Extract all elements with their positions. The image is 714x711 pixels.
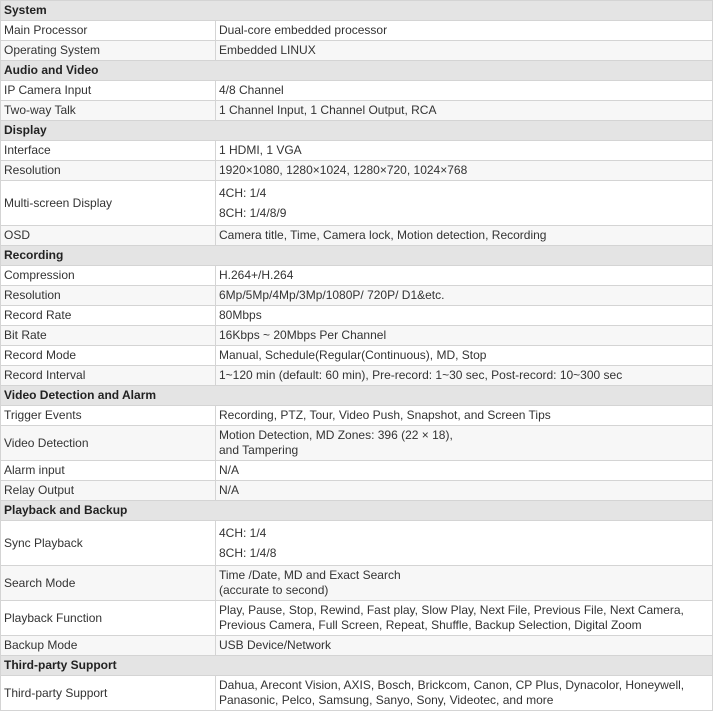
spec-value — [216, 161, 713, 181]
spec-value — [216, 181, 713, 226]
spec-value-line: N/A — [219, 463, 240, 477]
spec-value-line: Embedded LINUX — [219, 43, 316, 57]
spec-value — [216, 366, 713, 386]
spec-value-line: Dual-core embedded processor — [219, 23, 388, 37]
spec-row-trigger-events — [1, 406, 713, 426]
spec-row-record-interval — [1, 366, 713, 386]
section-header-recording — [1, 246, 713, 266]
section-title: Video Detection and Alarm — [1, 386, 713, 406]
spec-row-bit-rate — [1, 326, 713, 346]
spec-label: Sync Playback — [1, 521, 216, 566]
section-header-system — [1, 1, 713, 21]
spec-value-line: Motion Detection, MD Zones: 396 (22 × 18), — [219, 428, 453, 442]
spec-label: Resolution — [1, 161, 216, 181]
spec-row-two-way-talk — [1, 101, 713, 121]
spec-row-osd — [1, 226, 713, 246]
spec-row-record-mode — [1, 346, 713, 366]
spec-row-backup-mode — [1, 636, 713, 656]
spec-value-line: Panasonic, Pelco, Samsung, Sanyo, Sony, Videotec, and more — [219, 693, 554, 707]
spec-value-line: 4CH: 1/4 — [219, 186, 267, 200]
spec-value — [216, 141, 713, 161]
spec-value-line: 8CH: 1/4/8/9 — [219, 206, 287, 220]
spec-label: Backup Mode — [1, 636, 216, 656]
section-title: Playback and Backup — [1, 501, 713, 521]
spec-value-line: 1920×1080, 1280×1024, 1280×720, 1024×768 — [219, 163, 468, 177]
section-title: Recording — [1, 246, 713, 266]
spec-value — [216, 406, 713, 426]
spec-value-line: 16Kbps ~ 20Mbps Per Channel — [219, 328, 387, 342]
spec-value — [216, 41, 713, 61]
spec-label: Relay Output — [1, 481, 216, 501]
spec-row-multi-screen-display — [1, 181, 713, 226]
spec-label: Third-party Support — [1, 676, 216, 711]
spec-label: OSD — [1, 226, 216, 246]
section-header-display — [1, 121, 713, 141]
spec-value — [216, 81, 713, 101]
spec-value — [216, 636, 713, 656]
spec-row-ip-camera-input — [1, 81, 713, 101]
spec-value — [216, 521, 713, 566]
spec-value — [216, 326, 713, 346]
spec-value-line: 6Mp/5Mp/4Mp/3Mp/1080P/ 720P/ D1&etc. — [219, 288, 445, 302]
spec-label: IP Camera Input — [1, 81, 216, 101]
spec-value — [216, 676, 713, 711]
section-header-audio-and-video — [1, 61, 713, 81]
spec-row-video-detection — [1, 426, 713, 461]
spec-label: Interface — [1, 141, 216, 161]
spec-value-line: 1 Channel Input, 1 Channel Output, RCA — [219, 103, 437, 117]
spec-label: Trigger Events — [1, 406, 216, 426]
spec-value-line: 80Mbps — [219, 308, 262, 322]
spec-table-body — [1, 1, 713, 711]
spec-label: Multi-screen Display — [1, 181, 216, 226]
spec-label: Compression — [1, 266, 216, 286]
spec-value-line: USB Device/Network — [219, 638, 332, 652]
spec-value — [216, 266, 713, 286]
spec-value-line: and Tampering — [219, 443, 299, 457]
spec-value-line: Recording, PTZ, Tour, Video Push, Snapshot, and Screen Tips — [219, 408, 551, 422]
spec-value-line: N/A — [219, 483, 240, 497]
spec-value-line: 4CH: 1/4 — [219, 526, 267, 540]
spec-value — [216, 306, 713, 326]
spec-value — [216, 226, 713, 246]
section-header-third-party-support — [1, 656, 713, 676]
spec-label: Playback Function — [1, 601, 216, 636]
spec-row-compression — [1, 266, 713, 286]
spec-label: Resolution — [1, 286, 216, 306]
spec-value-line: Camera title, Time, Camera lock, Motion detection, Recording — [219, 228, 547, 242]
spec-label: Two-way Talk — [1, 101, 216, 121]
spec-label: Video Detection — [1, 426, 216, 461]
spec-label: Record Interval — [1, 366, 216, 386]
spec-value — [216, 21, 713, 41]
spec-row-sync-playback — [1, 521, 713, 566]
spec-value-line: Dahua, Arecont Vision, AXIS, Bosch, Brickcom, Canon, CP Plus, Dynacolor, Honeywell, — [219, 678, 685, 692]
spec-value-line: Play, Pause, Stop, Rewind, Fast play, Slow Play, Next File, Previous File, Next Camera, — [219, 603, 684, 617]
spec-value-line: (accurate to second) — [219, 583, 329, 597]
spec-row-interface — [1, 141, 713, 161]
spec-row-search-mode — [1, 566, 713, 601]
spec-value — [216, 101, 713, 121]
section-title: System — [1, 1, 713, 21]
spec-value-line: Manual, Schedule(Regular(Continuous), MD, Stop — [219, 348, 487, 362]
spec-value — [216, 461, 713, 481]
spec-row-operating-system — [1, 41, 713, 61]
spec-row-alarm-input — [1, 461, 713, 481]
spec-label: Record Mode — [1, 346, 216, 366]
spec-label: Search Mode — [1, 566, 216, 601]
spec-label: Record Rate — [1, 306, 216, 326]
spec-value — [216, 481, 713, 501]
section-title: Display — [1, 121, 713, 141]
spec-value-line: 8CH: 1/4/8 — [219, 546, 277, 560]
spec-value-line: Previous Camera, Full Screen, Repeat, Shuffle, Backup Selection, Digital Zoom — [219, 618, 642, 632]
spec-value-line: 1~120 min (default: 60 min), Pre-record: 1~30 sec, Post-record: 10~300 sec — [219, 368, 623, 382]
spec-row-playback-function — [1, 601, 713, 636]
spec-row-resolution — [1, 286, 713, 306]
spec-value — [216, 601, 713, 636]
spec-row-main-processor — [1, 21, 713, 41]
spec-value — [216, 286, 713, 306]
section-header-playback-and-backup — [1, 501, 713, 521]
section-title: Audio and Video — [1, 61, 713, 81]
spec-value-line: H.264+/H.264 — [219, 268, 294, 282]
spec-row-record-rate — [1, 306, 713, 326]
spec-label: Main Processor — [1, 21, 216, 41]
spec-value — [216, 346, 713, 366]
spec-row-relay-output — [1, 481, 713, 501]
spec-value-line: Time /Date, MD and Exact Search — [219, 568, 401, 582]
spec-row-third-party-support — [1, 676, 713, 711]
section-title: Third-party Support — [1, 656, 713, 676]
section-header-video-detection-and-alarm — [1, 386, 713, 406]
spec-value-line: 1 HDMI, 1 VGA — [219, 143, 302, 157]
spec-label: Operating System — [1, 41, 216, 61]
spec-label: Bit Rate — [1, 326, 216, 346]
spec-value — [216, 426, 713, 461]
spec-value — [216, 566, 713, 601]
spec-value-line: 4/8 Channel — [219, 83, 284, 97]
spec-row-resolution — [1, 161, 713, 181]
spec-label: Alarm input — [1, 461, 216, 481]
